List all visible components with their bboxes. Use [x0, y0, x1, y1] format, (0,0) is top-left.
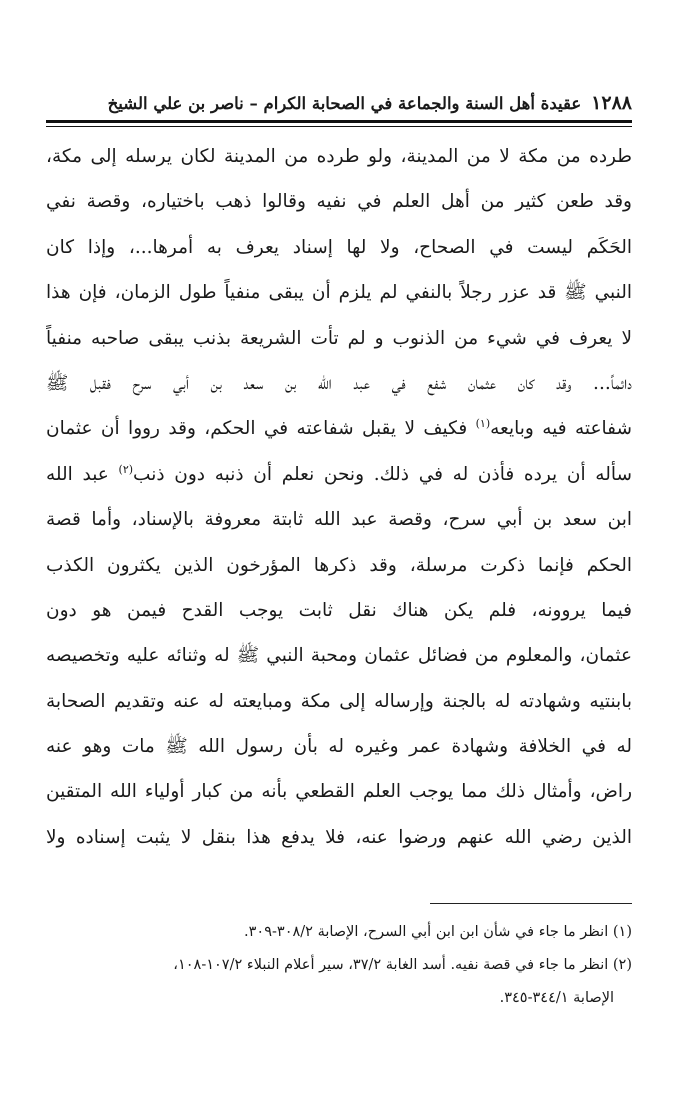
- body-line: الذين رضي الله عنهم ورضوا عنه، فلا يدفع هذا بنقل لا يثبت إسناده ولا: [46, 826, 632, 848]
- footnote-separator: [430, 903, 632, 904]
- running-title: عقيدة أهل السنة والجماعة في الصحابة الكرام – ناصر بن علي الشيخ: [107, 93, 582, 113]
- body-line: الحكم فإنما ذكرت مرسلة، وقد ذكرها المؤرخون الذين يكثرون الكذب: [46, 554, 632, 576]
- body-line: دائماً... وقد كان عثمان شفع في عبد الله بن سعد بن أبي سرح فقبل ﷺ: [46, 372, 632, 394]
- header-rule-thin: [46, 126, 632, 127]
- body-line: [46, 406, 632, 451]
- body-line: النبي ﷺ قد عزر رجلاً بالنفي لم يلزم أن يبقى منفياً طول الزمان، فإن هذا: [46, 282, 632, 304]
- body-line: طرده من مكة لا من المدينة، ولو طرده من المدينة لكان يرسله إلى مكة،: [46, 146, 632, 167]
- body-line: عثمان، والمعلوم من فضائل عثمان ومحبة النبي ﷺ له وثنائه عليه وتخصيصه: [46, 645, 632, 667]
- body-text: [46, 134, 632, 860]
- body-line: لا يعرف في شيء من الذنوب و لم تأت الشريعة بذنب يبقى صاحبه منفياً: [46, 327, 632, 349]
- page-number: ١٢٨٨: [591, 92, 632, 114]
- body-line-text: فكيف لا يقبل شفاعته في الحكم، وقد رووا أن عثمان: [46, 418, 476, 440]
- running-head: [46, 88, 632, 118]
- footnote-1: (١) انظر ما جاء في شأن ابن ابن أبي السرح، الإصابة ٣٠٨/٢-٣٠٩.: [244, 924, 632, 940]
- footnote-2: (٢) انظر ما جاء في قصة نفيه. أسد الغابة ٣٧/٢، سير أعلام النبلاء ١٠٧/٢-١٠٨،: [173, 957, 632, 973]
- footnotes: [46, 916, 632, 1015]
- body-line: راض، وأمثال ذلك مما يوجب العلم القطعي بأنه من كبار أولياء الله المتقين: [46, 781, 632, 803]
- header-rule-thick: [46, 120, 632, 123]
- footnote-ref-2[interactable]: (٢): [118, 462, 134, 476]
- body-line: فيما يروونه، فلم يكن هناك نقل ثابت يوجب القدح فيمن هو دون: [46, 599, 632, 621]
- body-line: [46, 452, 632, 497]
- body-line: له في الخلافة وشهادة عمر وغيره له بأن رسول الله ﷺ مات وهو عنه: [46, 736, 632, 758]
- body-line: بابنتيه وشهادته له بالجنة وإرساله إلى مكة ومبايعته له عنه وتقديم الصحابة: [46, 690, 632, 712]
- body-line-text: سأله أن يرده فأذن له في ذلك. ونحن نعلم أن ذنبه دون ذنب: [133, 463, 632, 485]
- body-line-text: عبد الله: [46, 463, 119, 485]
- footnote-ref-1[interactable]: (١): [475, 417, 491, 431]
- body-line: الحَكَم ليست في الصحاح، ولا لها إسناد يعرف به أمرها...، وإذا كان: [46, 236, 632, 258]
- body-line-text: شفاعته فيه وبايعه: [490, 418, 632, 440]
- body-line: ابن سعد بن أبي سرح، وقصة عبد الله ثابتة معروفة بالإسناد، وأما قصة: [46, 509, 632, 531]
- body-line: وقد طعن كثير من أهل العلم في نفيه وقالوا ذهب باختياره، وقصة نفي: [46, 191, 632, 213]
- footnote-2-continued: الإصابة ٣٤٤/١-٣٤٥.: [499, 990, 614, 1006]
